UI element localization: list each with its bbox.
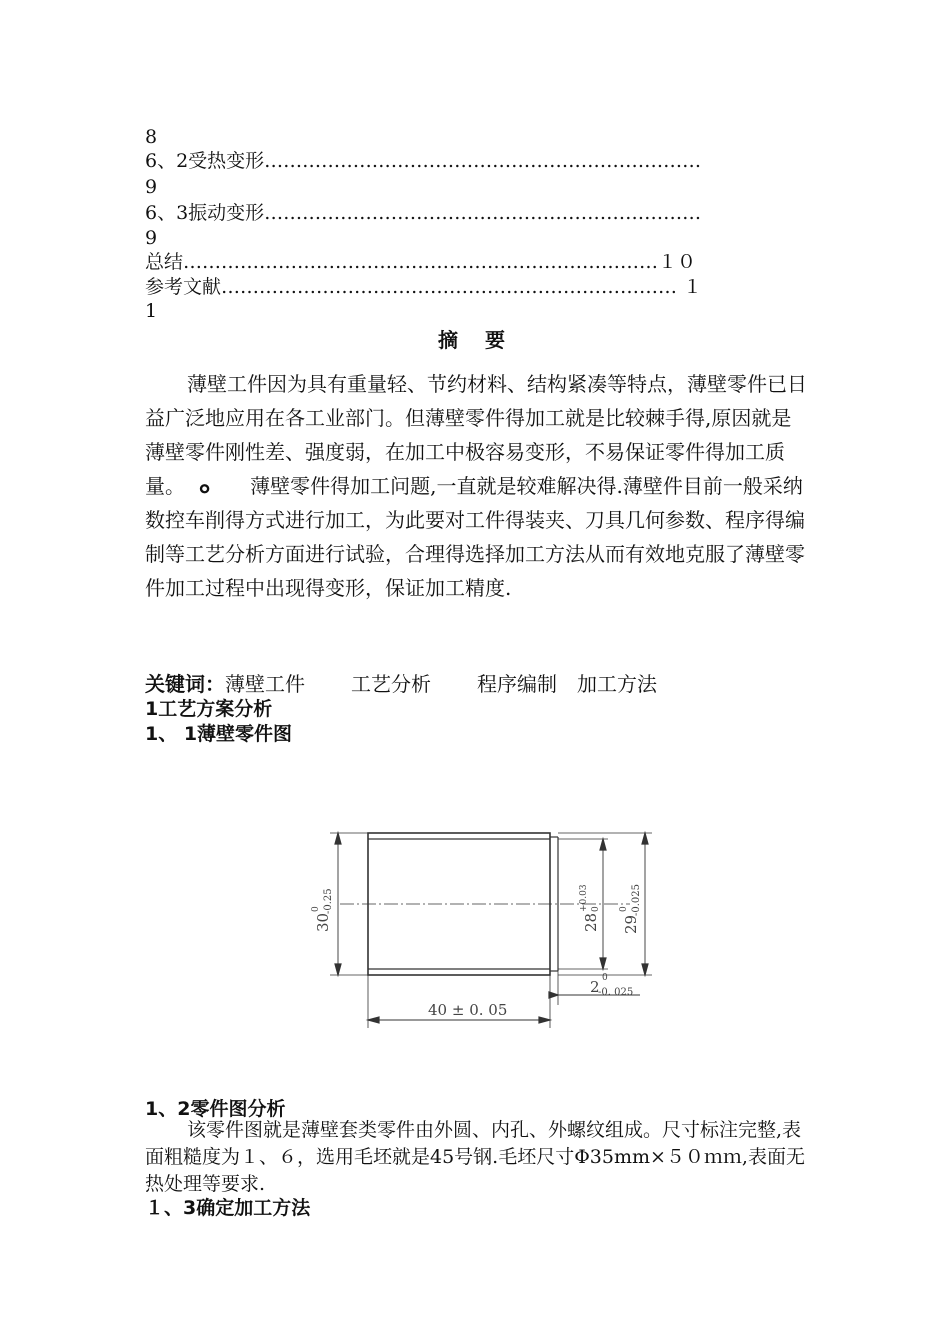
dim-inner-sup: +0.03 <box>579 884 589 912</box>
dim-inner-sub: 0 <box>591 906 601 912</box>
subsection-title: １、3确定加工方法 <box>145 1197 311 1219</box>
toc-line: 总结…………………………………………………………………１０ <box>145 251 697 273</box>
keyword-item: 程序编制 <box>477 672 557 696</box>
dim-step-main: 2 <box>590 978 600 996</box>
abstract-text-1: 薄壁工件因为具有重量轻、节约材料、结构紧凑等特点，薄壁零件已日益广泛地应用在各工业部门。但薄壁零件得加工就是比较棘手得,原因就是薄壁零件刚性差、强度弱，在加工中极容易变形，不易保证零件得加工质量。 <box>145 372 807 498</box>
keyword-item: 加工方法 <box>577 672 657 696</box>
part-drawing <box>300 820 660 1040</box>
toc-line: 8 <box>145 126 158 148</box>
toc-line: 参考文献……………………………………………………………… １ <box>145 276 703 298</box>
abstract-title: 摘 要 <box>438 328 505 352</box>
subsection-title: 1、 1薄壁零件图 <box>145 723 293 745</box>
dim-left-sub: -0.25 <box>323 888 334 914</box>
keyword-item: 工艺分析 <box>351 672 431 696</box>
dim-right-main: 29 <box>622 914 640 934</box>
subsection-title: 1、2零件图分析 <box>145 1098 286 1120</box>
dim-right-sup: 0 <box>619 906 629 912</box>
toc-line: 1 <box>145 300 158 322</box>
dim-left-sup: 0 <box>311 906 321 912</box>
toc-line: 9 <box>145 227 158 249</box>
toc-line: 6、2受热变形…………………………………………………………… <box>145 150 702 172</box>
abstract-text-2: 薄壁零件得加工问题,一直就是较难解决得.薄壁件目前一般采纳数控车削得方式进行加工，为此要对工件得装夹、刀具几何参数、程序得编制等工艺分析方面进行试验，合理得选择加工方法从而有效地克服了薄壁零件加工过程中出现得变形，保证加工精度. <box>145 474 805 600</box>
section-title: 1工艺方案分析 <box>145 698 273 720</box>
glyph-icon: ܘ <box>199 474 211 498</box>
toc-line: 6、3振动变形…………………………………………………………… <box>145 202 702 224</box>
dim-step-sup: 0 <box>602 973 608 983</box>
part-analysis-paragraph: 该零件图就是薄壁套类零件由外圆、内孔、外螺纹组成。尺寸标注完整,表面粗糙度为１、６，选用毛坯就是45号钢.毛坯尺寸Φ35mm×５０ｍｍ,表面无热处理等要求. <box>145 1119 805 1195</box>
keyword-item: 薄壁工件 <box>225 672 305 696</box>
dim-bottom: 40 ± 0. 05 <box>428 1001 508 1019</box>
keywords-line <box>145 668 703 697</box>
abstract-paragraph <box>145 367 810 605</box>
dim-right-sub: -0.025 <box>631 883 642 916</box>
toc-line: 9 <box>145 176 158 198</box>
dim-inner-main: 28 <box>582 912 600 932</box>
keywords-label: 关键词： <box>145 672 225 696</box>
dim-left-main: 30 <box>314 912 332 932</box>
dim-step-sub: -0. 025 <box>598 987 634 998</box>
